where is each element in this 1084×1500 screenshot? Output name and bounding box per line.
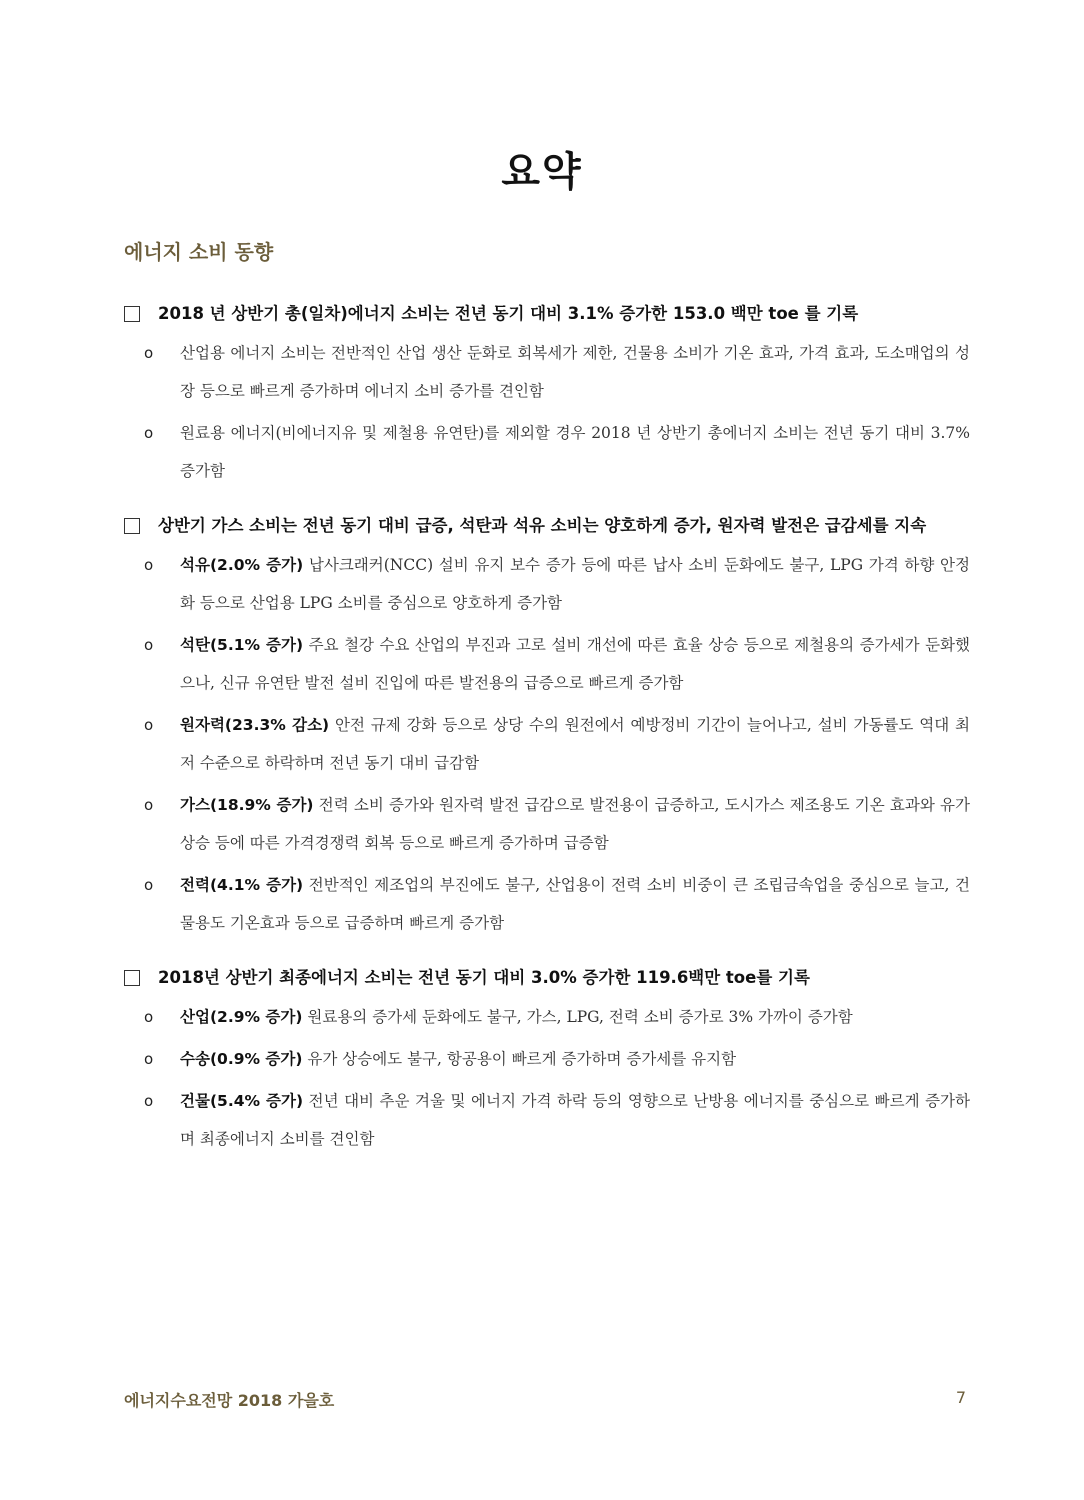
- headline-text: 2018 년 상반기 총(일차)에너지 소비는 전년 동기 대비 3.1% 증가한 153.0 백만 toe 를 기록: [158, 304, 859, 323]
- bullet-item: [144, 706, 970, 782]
- bullet-body: 안전 규제 강화 등으로 상당 수의 원전에서 예방정비 기간이 늘어나고, 설비 가동률도 역대 최저 수준으로 하락하며 전년 동기 대비 급감함: [180, 716, 970, 772]
- bullet-marker: o: [144, 1092, 154, 1110]
- bullet-bold-label: 석탄(5.1% 증가): [180, 636, 304, 654]
- bullet-marker: o: [144, 876, 154, 894]
- bullet-marker: o: [144, 344, 154, 362]
- bullet-body: 주요 철강 수요 산업의 부진과 고로 설비 개선에 따른 효율 상승 등으로 제철용의 증가세가 둔화했으나, 신규 유연탄 발전 설비 진입에 따른 발전용의 급증으로 빠르게 증가함: [180, 636, 970, 692]
- bullet-item: [144, 546, 970, 622]
- bullet-body: 산업용 에너지 소비는 전반적인 산업 생산 둔화로 회복세가 제한, 건물용 소비가 기온 효과, 가격 효과, 도소매업의 성장 등으로 빠르게 증가하며 에너지 소비 증가를 견인함: [180, 344, 970, 400]
- footer-page-number: 7: [955, 1388, 966, 1407]
- bullet-text: [180, 1040, 970, 1078]
- bullet-bold-label: 원자력(23.3% 감소): [180, 716, 330, 734]
- bullet-marker: o: [144, 1050, 154, 1068]
- bullet-marker: o: [144, 424, 154, 442]
- summary-headline: [124, 964, 970, 992]
- bullet-text: [180, 414, 970, 490]
- summary-headline: [124, 300, 970, 328]
- bullet-text: [180, 866, 970, 942]
- footer-publication: 에너지수요전망 2018 가을호: [124, 1391, 335, 1410]
- headline-text: 상반기 가스 소비는 전년 동기 대비 급증, 석탄과 석유 소비는 양호하게 증가, 원자력 발전은 급감세를 지속: [158, 516, 927, 535]
- bullet-body: 전반적인 제조업의 부진에도 불구, 산업용이 전력 소비 비중이 큰 조립금속업을 중심으로 늘고, 건물용도 기온효과 등으로 급증하며 빠르게 증가함: [180, 876, 970, 932]
- bullet-item: [144, 626, 970, 702]
- summary-content: [124, 300, 970, 1180]
- bullet-text: [180, 998, 970, 1036]
- bullet-item: [144, 334, 970, 410]
- summary-headline: [124, 512, 970, 540]
- bullet-bold-label: 가스(18.9% 증가): [180, 796, 314, 814]
- summary-block: [124, 300, 970, 490]
- bullet-text: [180, 626, 970, 702]
- bullet-item: [144, 1082, 970, 1158]
- bullet-marker: o: [144, 636, 154, 654]
- headline-text: 2018년 상반기 최종에너지 소비는 전년 동기 대비 3.0% 증가한 119.6백만 toe를 기록: [158, 968, 810, 987]
- bullet-item: [144, 866, 970, 942]
- bullet-bold-label: 수송(0.9% 증가): [180, 1050, 303, 1068]
- bullet-body: 유가 상승에도 불구, 항공용이 빠르게 증가하며 증가세를 유지함: [302, 1050, 737, 1068]
- bullet-bold-label: 산업(2.9% 증가): [180, 1008, 303, 1026]
- bullet-marker: o: [144, 556, 154, 574]
- checkbox-square-icon: [124, 306, 140, 322]
- bullet-text: [180, 1082, 970, 1158]
- bullet-bold-label: 전력(4.1% 증가): [180, 876, 304, 894]
- bullet-text: [180, 334, 970, 410]
- bullet-text: [180, 546, 970, 622]
- bullet-body: 납사크래커(NCC) 설비 유지 보수 증가 등에 따른 납사 소비 둔화에도 불구, LPG 가격 하향 안정화 등으로 산업용 LPG 소비를 중심으로 양호하게 증가함: [180, 556, 970, 612]
- bullet-bold-label: 석유(2.0% 증가): [180, 556, 304, 574]
- section-heading: 에너지 소비 동향: [124, 240, 274, 264]
- summary-block: [124, 964, 970, 1158]
- checkbox-square-icon: [124, 970, 140, 986]
- bullet-body: 원료용의 증가세 둔화에도 불구, 가스, LPG, 전력 소비 증가로 3% 가까이 증가함: [302, 1008, 853, 1026]
- summary-block: [124, 512, 970, 942]
- checkbox-square-icon: [124, 518, 140, 534]
- page-title: 요약: [501, 149, 583, 195]
- bullet-marker: o: [144, 1008, 154, 1026]
- bullet-body: 원료용 에너지(비에너지유 및 제철용 유연탄)를 제외할 경우 2018 년 상반기 총에너지 소비는 전년 동기 대비 3.7% 증가함: [180, 424, 970, 480]
- bullet-item: [144, 786, 970, 862]
- bullet-item: [144, 998, 970, 1036]
- bullet-text: [180, 706, 970, 782]
- bullet-item: [144, 414, 970, 490]
- bullet-bold-label: 건물(5.4% 증가): [180, 1092, 304, 1110]
- bullet-body: 전력 소비 증가와 원자력 발전 급감으로 발전용이 급증하고, 도시가스 제조용도 기온 효과와 유가 상승 등에 따른 가격경쟁력 회복 등으로 빠르게 증가하며 급증함: [180, 796, 970, 852]
- bullet-marker: o: [144, 796, 154, 814]
- bullet-body: 전년 대비 추운 겨울 및 에너지 가격 하락 등의 영향으로 난방용 에너지를 중심으로 빠르게 증가하며 최종에너지 소비를 견인함: [180, 1092, 970, 1148]
- bullet-marker: o: [144, 716, 154, 734]
- bullet-item: [144, 1040, 970, 1078]
- bullet-text: [180, 786, 970, 862]
